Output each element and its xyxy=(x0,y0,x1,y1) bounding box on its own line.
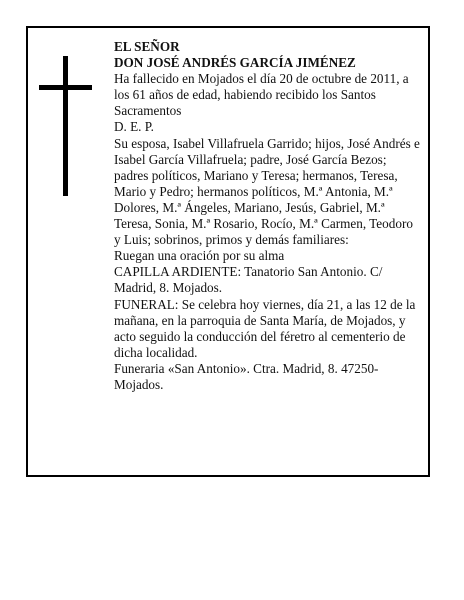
family-list: Su esposa, Isabel Villafruela Garrido; hijos, José Andrés e Isabel García Villafruela; padre, José García Bezos; padres políticos, Mariano y Teresa; hermanos, Teresa, Mario y Pedro; hermanos políticos, M.ª Antonia, M.ª Dolores, M.ª Ángeles, Mariano, Jesús, Gabriel, M.ª Teresa, Sonia, M.ª Rosario, Rocío, M.ª Carmen, Teodoro y Luis; sobrinos, primos y demás familiares: xyxy=(114,135,420,248)
funeral-home-info: Funeraria «San Antonio». Ctra. Madrid, 8. 47250-Mojados. xyxy=(114,360,379,392)
deceased-title: EL SEÑOR xyxy=(114,39,180,54)
cross-vertical-bar xyxy=(63,56,68,196)
chapel-info: CAPILLA ARDIENTE: Tanatorio San Antonio. C/ Madrid, 8. Mojados. xyxy=(114,264,383,296)
deceased-name: DON JOSÉ ANDRÉS GARCÍA JIMÉNEZ xyxy=(114,55,356,71)
dep-line: D. E. P. xyxy=(114,119,154,135)
prayer-request: Ruegan una oración por su alma xyxy=(114,248,285,264)
funeral-info: FUNERAL: Se celebra hoy viernes, día 21, a las 12 de la mañana, en la parroquia de Santa María, de Mojados, y acto seguido la conducción del féretro al cementerio de dicha localidad. xyxy=(114,296,416,360)
obituary-text xyxy=(114,39,422,393)
death-notice: Ha fallecido en Mojados el día 20 de octubre de 2011, a los 61 años de edad, habiendo recibido los Santos Sacramentos xyxy=(114,71,409,119)
cross-horizontal-bar xyxy=(39,85,92,90)
